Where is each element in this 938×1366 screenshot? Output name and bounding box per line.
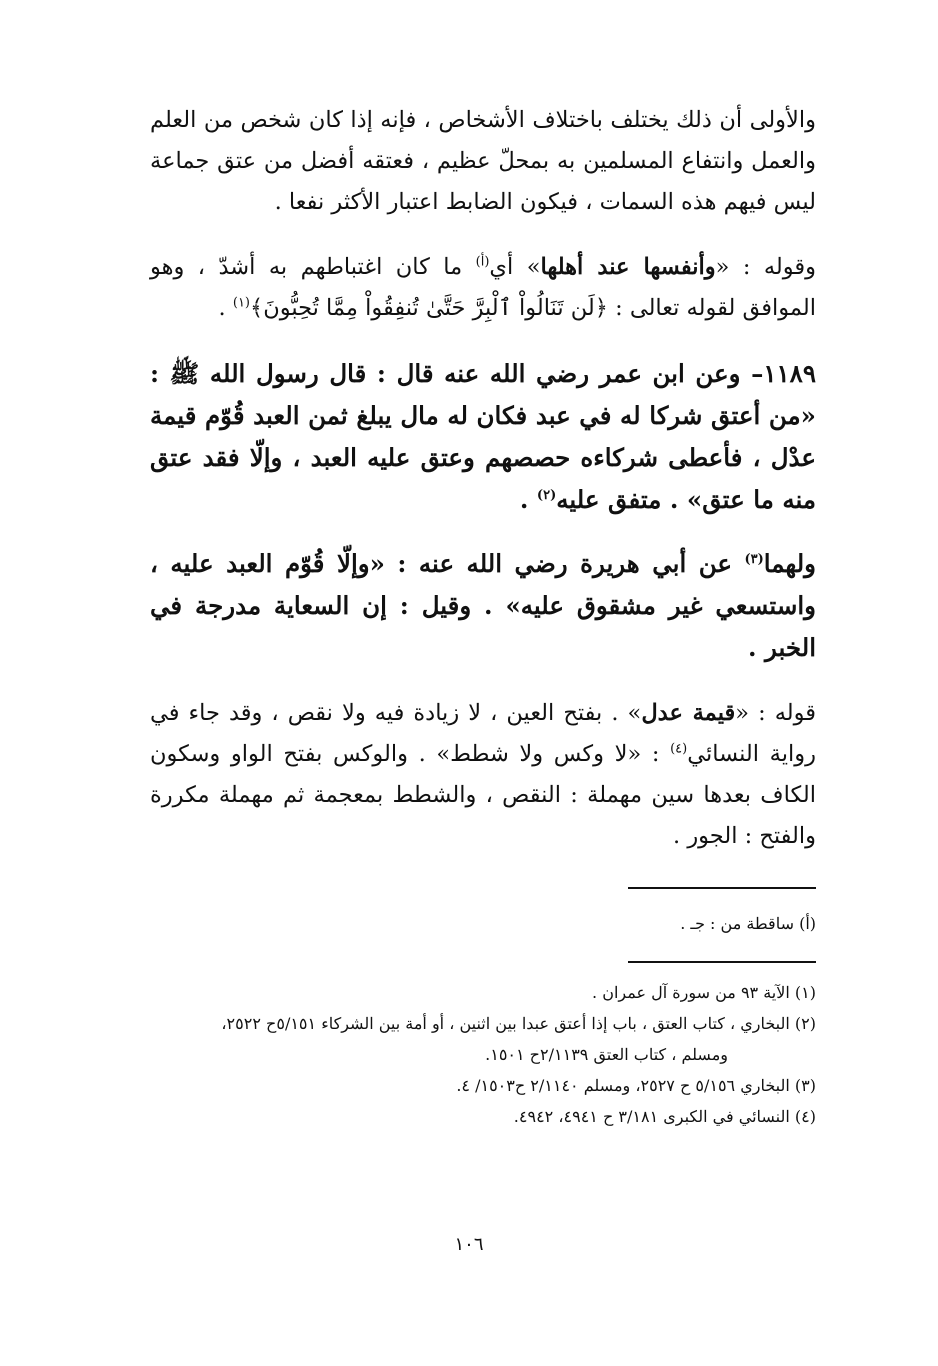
quran-verse: لَن تَنَالُواْ ٱلْبِرَّ حَتَّىٰ تُنفِقُواْ مِمَّا تُحِبُّونَ: [263, 295, 595, 321]
quote-prefix: وقوله : «: [715, 254, 816, 280]
footnote-separator-top: [628, 887, 816, 889]
hadith-paragraph: [150, 353, 816, 521]
footnote-2: (٢) البخاري ، كتاب العتق ، باب إذا أعتق عبدا بين اثنين ، أو أمة بين الشركاء ٥/١٥١ح ٢٥٢٢،: [221, 1014, 816, 1033]
footnote-1: (١) الآية ٩٣ من سورة آل عمران .: [592, 983, 816, 1002]
footnote-marker-alt: (أ): [475, 254, 490, 270]
footnote-3: (٣) البخاري ٥/١٥٦ ح ٢٥٢٧، ومسلم ٢/١١٤٠ ح١٥٠٣/ ٤.: [456, 1076, 816, 1095]
explained-phrase: قيمة عدل: [641, 700, 736, 726]
variant-note: (أ) ساقطة من : جـ .: [680, 914, 816, 933]
footnote-4: (٤) النسائي في الكبرى ٣/١٨١ ح ٤٩٤١، ٤٩٤٢.: [513, 1107, 816, 1126]
footnotes-list: [150, 977, 816, 1132]
hadith-end: .: [519, 485, 537, 514]
quoted-phrase: وأنفسها عند أهلها: [540, 254, 716, 280]
page-content: [150, 100, 816, 1132]
second-hadith-start: ولهما: [763, 549, 816, 578]
second-hadith-text: عن أبي هريرة رضي الله عنه : «وإلّا قُوّم العبد عليه ، واستسعي غير مشقوق عليه» . وقيل : إن السعاية مدرجة في الخبر .: [150, 549, 816, 662]
footnote-marker-4: (٤): [670, 741, 688, 757]
quote-mid-text: » أي: [489, 254, 541, 280]
explain-prefix: قوله : «: [735, 700, 816, 726]
quote-commentary-paragraph: [150, 247, 816, 329]
quran-close-bracket: ﴾: [250, 295, 264, 321]
footnote-marker-1: (١): [232, 295, 250, 311]
quote-explanation: ما كان اغتباطهم به أشدّ ، وهو الموافق لقوله تعالى : ﴿: [150, 254, 816, 321]
intro-paragraph: والأولى أن ذلك يختلف باختلاف الأشخاص ، فإنه إذا كان شخص من العلم والعمل وانتفاع المسلمين به بمحلّ عظيم ، فعتقه أفضل من عتق جماعة ليس فيهم هذه السمات ، فيكون الضابط اعتبار الأكثر نفعا .: [150, 107, 816, 215]
footnote-marker-2: (٢): [536, 487, 557, 503]
footnote-2-continuation: ومسلم ، كتاب العتق ٢/١١٣٩ح ١٥٠١.: [485, 1045, 728, 1064]
explain-mid-text: » . بفتح العين ، لا زيادة فيه ولا نقص ، وقد جاء في رواية النسائي: [150, 700, 816, 767]
quote-end: .: [218, 295, 233, 321]
hadith-text: ١١٨٩– وعن ابن عمر رضي الله عنه قال : قال رسول الله ﷺ : «من أعتق شركا له في عبد فكان له مال يبلغ ثمن العبد قُوّم قيمة عدْل ، فأعطى شركاءه حصصهم وعتق عليه العبد ، وإلّا فقد عتق منه ما عتق» . متفق عليه: [150, 359, 816, 514]
footnote-separator-bottom: [628, 961, 816, 963]
explanation-paragraph: [150, 693, 816, 857]
explain-rest: : «لا وكس ولا شطط» . والوكس بفتح الواو وسكون الكاف بعدها سين مهملة : النقص ، والشطط بمعجمة ثم مهملة مكررة والفتح : الجور .: [150, 741, 816, 849]
second-hadith-paragraph: [150, 543, 816, 669]
footnote-marker-3: (٣): [744, 551, 764, 567]
page-number: ١٠٦: [454, 1234, 484, 1255]
